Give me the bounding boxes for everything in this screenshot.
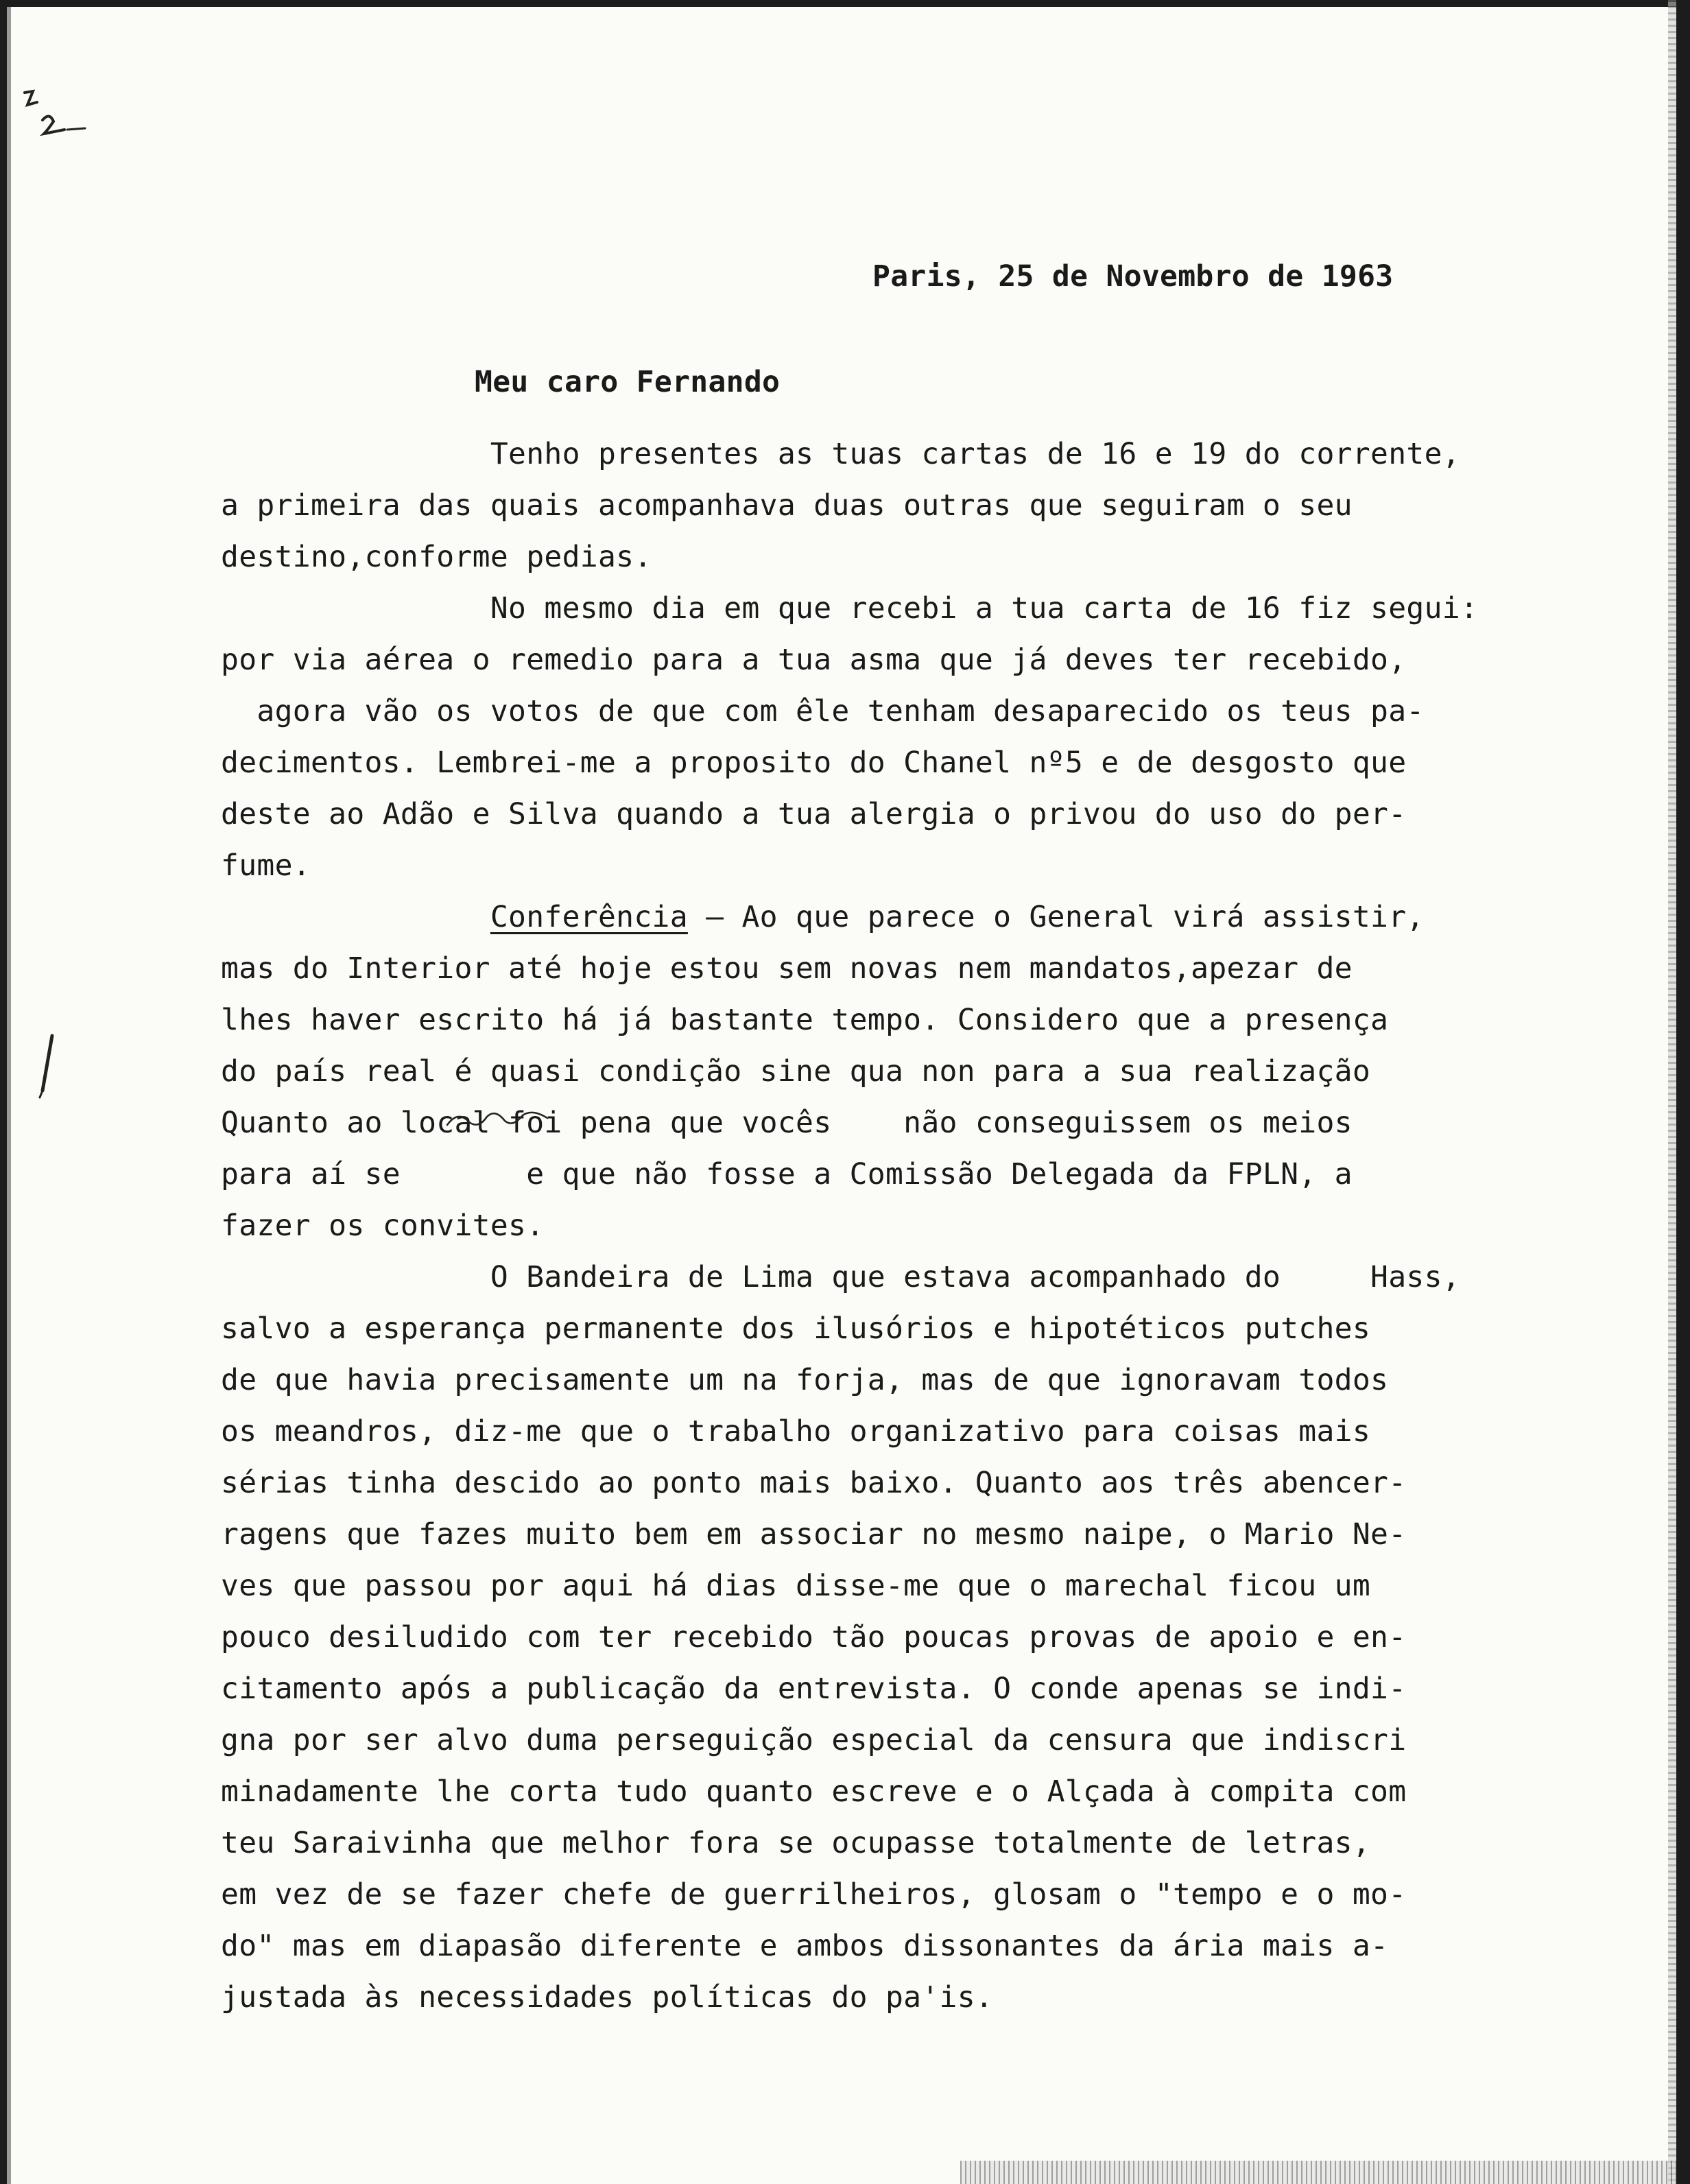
letter-line: O Bandeira de Lima que estava acompanhado do Hass, xyxy=(221,1260,1460,1294)
letter-line: do" mas em diapasão diferente e ambos dissonantes da ária mais a- xyxy=(221,1929,1389,1963)
letter-line: gna por ser alvo duma perseguição especial da censura que indiscri xyxy=(221,1723,1407,1757)
letter-line: deste ao Adão e Silva quando a tua alergia o privou do uso do per- xyxy=(221,797,1407,831)
letter-line-conferencia xyxy=(221,892,1593,943)
conferencia-heading: Conferência xyxy=(490,900,688,934)
handwritten-margin-stroke xyxy=(33,1029,60,1104)
letter-line: citamento após a publicação da entrevista. O conde apenas se indi- xyxy=(221,1672,1407,1706)
letter-date: Paris, 25 de Novembro de 1963 xyxy=(872,259,1394,294)
letter-line: a primeira das quais acompanhava duas outras que seguiram o seu xyxy=(221,488,1353,523)
letter-line: teu Saraivinha que melhor fora se ocupasse totalmente de letras, xyxy=(221,1826,1371,1860)
letter-line: de que havia precisamente um na forja, mas de que ignoravam todos xyxy=(221,1363,1389,1397)
letter-line: em vez de se fazer chefe de guerrilheiros, glosam o "tempo e o mo- xyxy=(221,1877,1407,1912)
letter-line: do país real é quasi condição sine qua non para a sua realização xyxy=(221,1054,1371,1089)
scan-border-right-shadow xyxy=(1668,0,1676,2184)
letter-line: fazer os convites. xyxy=(221,1209,545,1243)
letter-line: por via aérea o remedio para a tua asma que já deves ter recebido, xyxy=(221,643,1407,677)
letter-line: para aí se e que não fosse a Comissão Delegada da FPLN, a xyxy=(221,1157,1353,1191)
letter-line: minadamente lhe corta tudo quanto escreve e o Alçada à compita com xyxy=(221,1774,1407,1809)
letter-line: os meandros, diz-me que o trabalho organizativo para coisas mais xyxy=(221,1414,1371,1449)
scan-border-left-shadow xyxy=(7,7,11,2184)
letter-line: ves que passou por aqui há dias disse-me que o marechal ficou um xyxy=(221,1569,1371,1603)
scan-border-top xyxy=(0,0,1690,7)
letter-line: pouco desiludido com ter recebido tão poucas provas de apoio e en- xyxy=(221,1620,1407,1654)
scan-noise-bottom xyxy=(960,2161,1676,2184)
letter-line: Tenho presentes as tuas cartas de 16 e 19 do corrente, xyxy=(221,437,1460,471)
letter-line: No mesmo dia em que recebi a tua carta de 16 fiz segui: xyxy=(221,591,1479,626)
letter-line: salvo a esperança permanente dos ilusórios e hipotéticos putches xyxy=(221,1311,1371,1346)
letter-line: fume. xyxy=(221,848,311,883)
handwritten-insertion xyxy=(444,1104,554,1132)
letter-body xyxy=(221,429,1593,2023)
letter-line: justada às necessidades políticas do pa'is. xyxy=(221,1980,994,2015)
scan-border-right xyxy=(1676,0,1690,2184)
letter-line: ragens que fazes muito bem em associar no mesmo naipe, o Mario Ne- xyxy=(221,1517,1407,1552)
letter-line: Quanto ao local foi pena que vocês não conseguissem os meios xyxy=(221,1106,1353,1140)
letter-line: sérias tinha descido ao ponto mais baixo. Quanto aos três abencer- xyxy=(221,1466,1407,1500)
letter-salutation: Meu caro Fernando xyxy=(475,365,781,399)
letter-line: mas do Interior até hoje estou sem novas nem mandatos,apezar de xyxy=(221,951,1353,986)
letter-line: lhes haver escrito há já bastante tempo. Considero que a presença xyxy=(221,1003,1389,1037)
scan-border-left xyxy=(0,0,7,2184)
letter-line-rest: – Ao que parece o General virá assistir, xyxy=(687,900,1425,934)
letter-line: decimentos. Lembrei-me a proposito do Chanel nº5 e de desgosto que xyxy=(221,746,1407,780)
letter-line: agora vão os votos de que com êle tenham desaparecido os teus pa- xyxy=(221,694,1425,728)
handwritten-corner-mark xyxy=(16,72,92,147)
letter-line: destino,conforme pedias. xyxy=(221,540,652,574)
indent xyxy=(221,900,490,934)
